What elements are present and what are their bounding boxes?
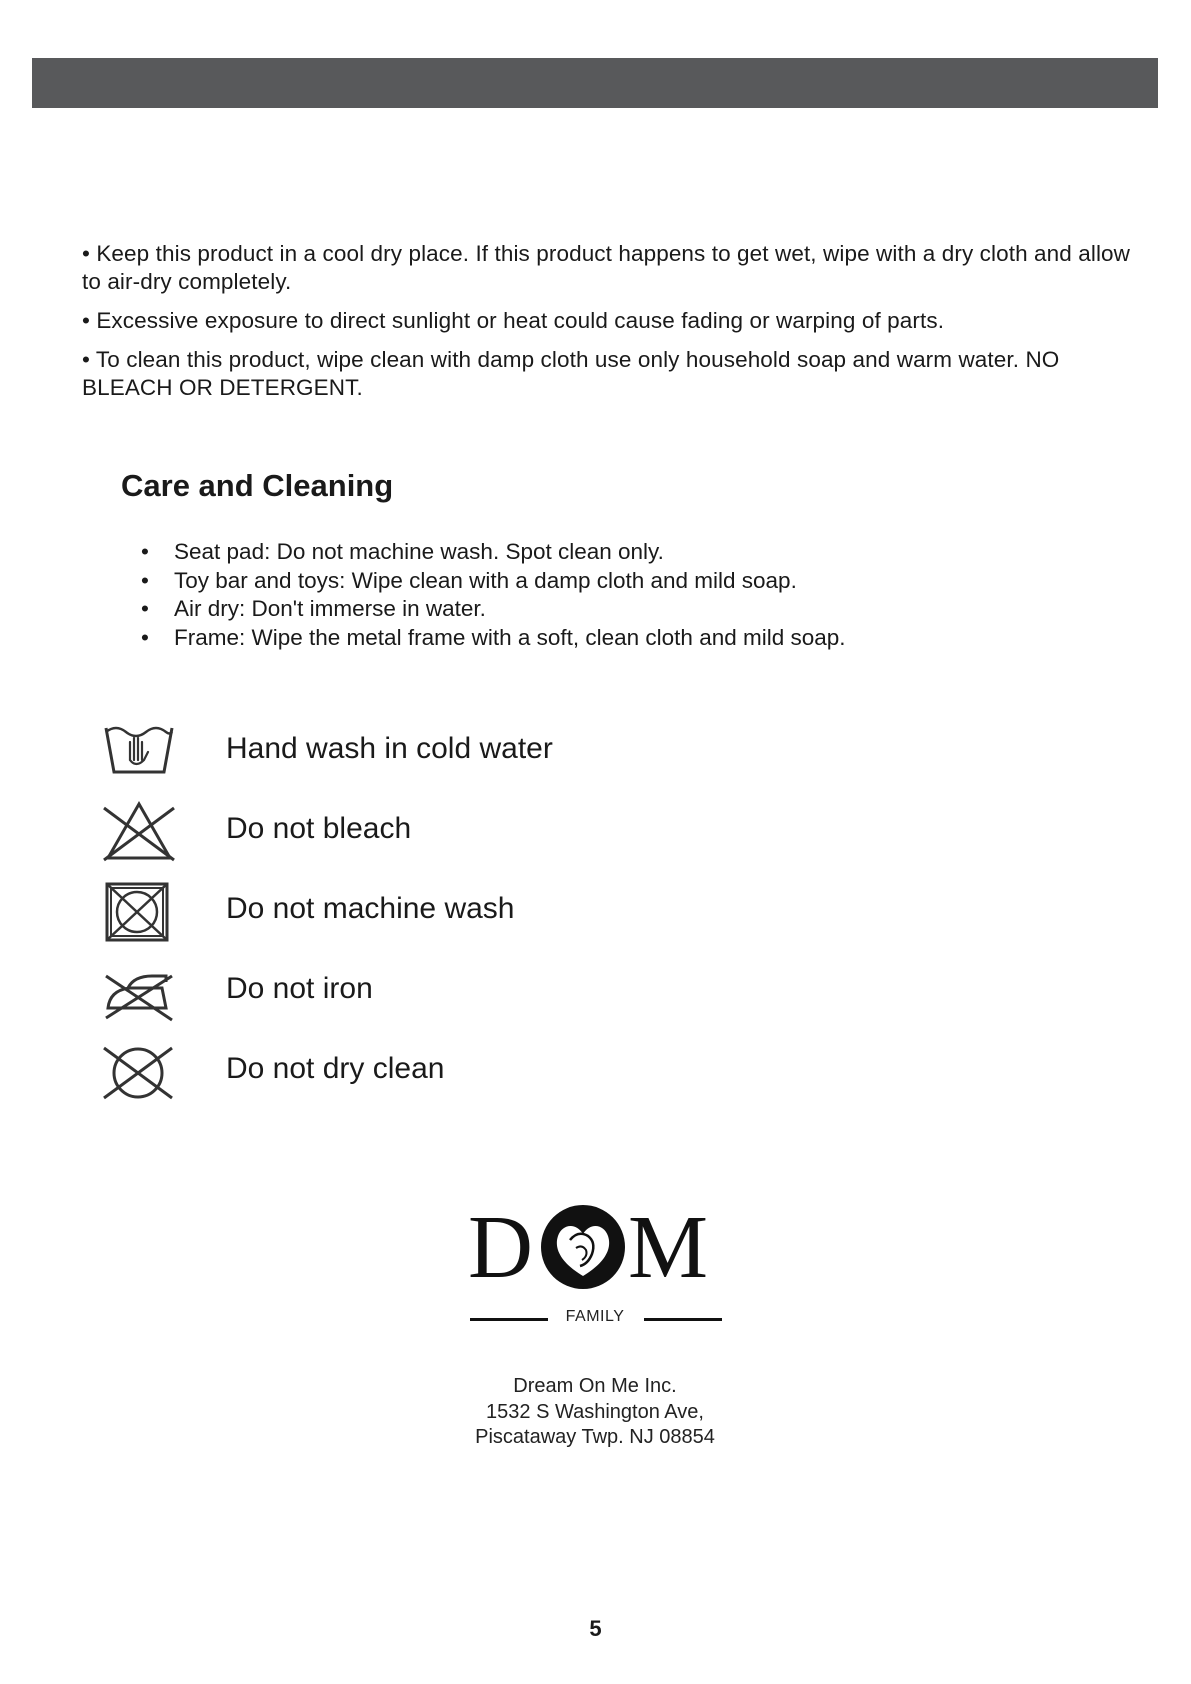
care-title: Care and Cleaning: [121, 468, 394, 503]
symbol-row-no-iron: [100, 960, 800, 1030]
do-not-dry-clean-icon: [100, 1040, 180, 1104]
company-address: [395, 1374, 795, 1451]
care-item-air-dry: [136, 595, 846, 624]
page-number: 5: [589, 1616, 602, 1641]
logo-family-text: FAMILY: [565, 1308, 625, 1325]
care-item-text: Air dry: Don't immerse in water.: [174, 596, 486, 621]
do-not-iron-icon: [100, 960, 180, 1024]
hand-wash-icon: [100, 720, 180, 780]
care-item-text: Seat pad: Do not machine wash. Spot clean only.: [174, 539, 664, 564]
dom-family-logo: [468, 1200, 722, 1330]
symbol-label: Hand wash in cold water: [226, 732, 553, 765]
logo-letter-m: M: [628, 1198, 709, 1297]
care-item-seat-pad: [136, 538, 846, 567]
symbol-label: Do not bleach: [226, 812, 412, 845]
logo-rule-right: [644, 1318, 722, 1321]
header-bar: [32, 58, 1158, 108]
address-city: Piscataway Twp. NJ 08854: [475, 1426, 715, 1448]
logo-letter-d: D: [468, 1198, 533, 1297]
logo-family-line: [468, 1308, 722, 1332]
symbol-label: Do not dry clean: [226, 1052, 445, 1085]
care-item-text: Toy bar and toys: Wipe clean with a damp cloth and mild soap.: [174, 567, 797, 593]
do-not-bleach-icon: [100, 800, 180, 864]
care-item-frame: [136, 624, 846, 653]
bullet: •: [141, 539, 149, 564]
symbol-row-no-dry-clean: [100, 1040, 800, 1110]
care-list: [136, 538, 846, 652]
care-item-text: Frame: Wipe the metal frame with a soft, clean cloth and mild soap.: [174, 624, 846, 650]
bullet: •: [141, 624, 149, 650]
do-not-machine-wash-icon: [100, 880, 180, 944]
mother-child-heart-icon: [540, 1202, 626, 1292]
care-item-toy-bar: [136, 567, 846, 596]
bullet: •: [141, 567, 149, 593]
bullet: •: [141, 596, 149, 621]
symbol-label: Do not machine wash: [226, 892, 515, 925]
note-cleaning: • To clean this product, wipe clean with damp cloth use only household soap and warm water. NO BLEACH OR DETERGENT.: [82, 347, 1060, 400]
symbol-label: Do not iron: [226, 972, 373, 1005]
symbol-row-no-bleach: [100, 800, 800, 870]
note-keep-dry: • Keep this product in a cool dry place. If this product happens to get wet, wipe with a dry cloth and allow to air-dry completely.: [82, 241, 1131, 294]
usage-notes: [82, 240, 1132, 413]
symbol-row-hand-wash: [100, 720, 800, 790]
address-street: 1532 S Washington Ave,: [486, 1400, 704, 1423]
symbol-row-no-machine-wash: [100, 880, 800, 950]
address-company: Dream On Me Inc.: [513, 1375, 677, 1397]
note-sunlight: • Excessive exposure to direct sunlight or heat could cause fading or warping of parts.: [82, 308, 945, 333]
